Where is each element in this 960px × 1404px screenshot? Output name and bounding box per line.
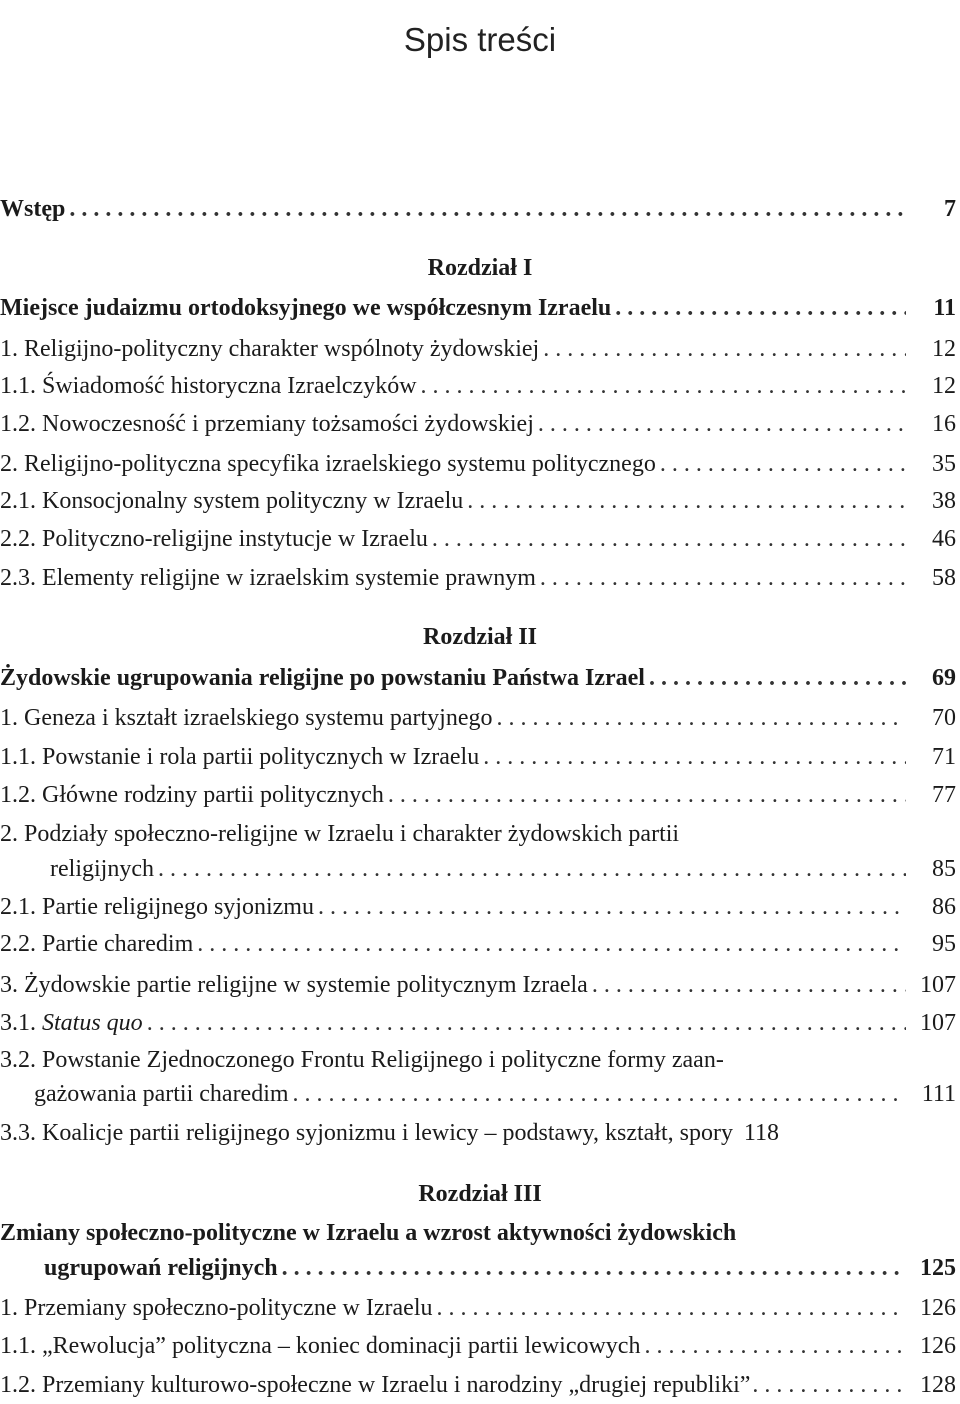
toc-entry-page: 126 (920, 1333, 956, 1359)
toc-entry (0, 485, 956, 517)
toc-entry (0, 1007, 956, 1039)
toc-entry-title: Status quo (42, 1010, 143, 1036)
dot-leader (69, 193, 906, 225)
toc-entry-ch2-main (0, 662, 956, 694)
toc-entry (0, 408, 956, 440)
toc-entry (0, 1330, 956, 1362)
toc-entry (0, 1117, 956, 1149)
toc-entry-page: 58 (932, 565, 956, 591)
dot-leader (644, 1330, 906, 1362)
dot-leader (483, 741, 906, 773)
toc-entry-label: 1. Przemiany społeczno-polityczne w Izraelu (0, 1295, 433, 1321)
toc-entry-page: 95 (932, 931, 956, 957)
toc-entry-ch1-main (0, 292, 956, 324)
toc-entry-page: 70 (932, 705, 956, 731)
toc-entry-line: Zmiany społeczno-polityczne w Izraelu a wzrost aktywności żydowskich (0, 1220, 737, 1246)
dot-leader (388, 779, 906, 811)
toc-entry-page: 86 (932, 894, 956, 920)
toc-entry-label: 1. Geneza i kształt izraelskiego systemu partyjnego (0, 705, 493, 731)
toc-entry-page: 12 (932, 336, 956, 362)
dot-leader (540, 562, 906, 594)
chapter-heading-1: Rozdział I (427, 255, 533, 281)
toc-entry-ch3-main (0, 1252, 956, 1284)
toc-entry-label: 2.1. Konsocjonalny system polityczny w Izraelu (0, 488, 464, 514)
toc-entry-label: 3.3. Koalicje partii religijnego syjonizmu i lewicy – podstawy, kształt, spory (0, 1120, 733, 1146)
toc-entry-label: 1. Religijno-polityczny charakter wspólnoty żydowskiej (0, 336, 540, 362)
toc-entry-page: 85 (932, 856, 956, 882)
toc-entry-page: 111 (921, 1081, 956, 1107)
dot-leader (158, 853, 906, 885)
toc-entry-page: 77 (932, 782, 956, 808)
toc-entry (0, 891, 956, 923)
toc-entry-label: 1.1. Powstanie i rola partii politycznych w Izraelu (0, 744, 480, 770)
toc-entry-label: religijnych (50, 856, 154, 882)
dot-leader (421, 370, 906, 402)
toc-entry-label: Wstęp (0, 196, 66, 222)
dot-leader (615, 292, 906, 324)
toc-entry-page: 125 (920, 1255, 956, 1281)
toc-entry-page: 12 (932, 373, 956, 399)
toc-entry-page: 7 (944, 196, 956, 222)
toc-entry (0, 928, 956, 960)
toc-entry-label: Żydowskie ugrupowania religijne po powstaniu Państwa Izrael (0, 665, 645, 691)
dot-leader (197, 928, 906, 960)
toc-entry (0, 1369, 956, 1401)
toc-entry-label: 2.2. Polityczno-religijne instytucje w Izraelu (0, 526, 428, 552)
toc-entry-page: 118 (743, 1120, 779, 1146)
dot-leader (318, 891, 906, 923)
toc-entry-label: 2. Religijno-polityczna specyfika izraelskiego systemu politycznego (0, 451, 656, 477)
toc-entry-page: 128 (920, 1372, 956, 1398)
toc-entry (0, 448, 956, 480)
toc-entry-page: 71 (932, 744, 956, 770)
toc-entry-label: 1.1. Świadomość historyczna Izraelczyków (0, 373, 417, 399)
toc-entry-label: 1.2. Przemiany kulturowo-społeczne w Izraelu i narodziny „drugiej republiki” (0, 1372, 751, 1398)
toc-entry-label (0, 1007, 143, 1039)
toc-entry-label: 2.3. Elementy religijne w izraelskim systemie prawnym (0, 565, 536, 591)
toc-entry (0, 741, 956, 773)
dot-leader (147, 1007, 906, 1039)
toc-entry (0, 702, 956, 734)
toc-entry-label: 1.2. Nowoczesność i przemiany tożsamości żydowskiej (0, 411, 534, 437)
toc-entry-page: 11 (933, 295, 956, 321)
dot-leader (467, 485, 906, 517)
toc-entry-page: 107 (920, 972, 956, 998)
toc-entry-label: 2.2. Partie charedim (0, 931, 194, 957)
toc-entry-page: 69 (932, 665, 956, 691)
dot-leader (497, 702, 906, 734)
toc-entry (0, 370, 956, 402)
chapter-heading-2: Rozdział II (423, 624, 537, 650)
dot-leader (282, 1252, 906, 1284)
dot-leader (649, 662, 906, 694)
dot-leader (538, 408, 906, 440)
dot-leader (432, 523, 906, 555)
toc-entry-page: 38 (932, 488, 956, 514)
toc-entry (0, 562, 956, 594)
toc-entry-wstep (0, 193, 956, 225)
toc-entry (0, 779, 956, 811)
dot-leader (592, 969, 906, 1001)
dot-leader (437, 1292, 907, 1324)
toc-entry (0, 523, 956, 555)
page-title: Spis treści (403, 21, 557, 59)
toc-entry (0, 333, 956, 365)
toc-entry-label: 3. Żydowskie partie religijne w systemie politycznym Izraela (0, 972, 588, 998)
toc-entry-page: 126 (920, 1295, 956, 1321)
dot-leader (543, 333, 906, 365)
toc-entry-label: gażowania partii charedim (34, 1081, 289, 1107)
dot-leader (293, 1078, 906, 1110)
chapter-heading-3: Rozdział III (418, 1181, 542, 1207)
dot-leader (660, 448, 906, 480)
toc-entry-line: 3.2. Powstanie Zjednoczonego Frontu Religijnego i polityczne formy zaan- (0, 1047, 724, 1073)
toc-entry-page: 46 (932, 526, 956, 552)
toc-entry (0, 969, 956, 1001)
toc-entry-page: 16 (932, 411, 956, 437)
dot-leader (752, 1369, 910, 1401)
toc-entry (0, 1078, 956, 1110)
toc-entry-page: 107 (920, 1010, 956, 1036)
toc-entry-page: 35 (932, 451, 956, 477)
toc-entry-label: 1.2. Główne rodziny partii politycznych (0, 782, 384, 808)
toc-entry-label: ugrupowań religijnych (44, 1255, 278, 1281)
toc-entry (0, 853, 956, 885)
toc-entry (0, 1292, 956, 1324)
toc-entry-label: 2.1. Partie religijnego syjonizmu (0, 894, 314, 920)
toc-entry-line: 2. Podziały społeczno-religijne w Izraelu i charakter żydowskich partii (0, 821, 680, 847)
toc-entry-label: Miejsce judaizmu ortodoksyjnego we współczesnym Izraelu (0, 295, 612, 321)
toc-entry-number: 3.1. (0, 1010, 36, 1036)
toc-entry-label: 1.1. „Rewolucja” polityczna – koniec dominacji partii lewicowych (0, 1333, 641, 1359)
